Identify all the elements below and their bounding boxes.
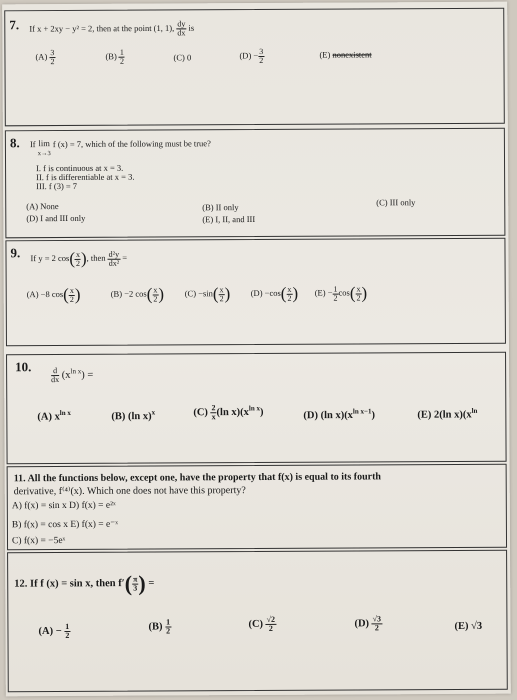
question-8-box <box>5 128 506 239</box>
q9-b-arg-num: x <box>153 285 158 295</box>
q9-d-arg-num: x <box>287 284 292 294</box>
q10-c-num: 2 <box>211 403 216 413</box>
q7-d-label: (D) <box>239 50 252 61</box>
q12-c-num: √2 <box>266 614 276 624</box>
question-12-box <box>7 550 508 693</box>
q10-e-sup: ln <box>471 406 478 415</box>
q10-d-label: (D) <box>303 410 318 422</box>
q12-d-den: 2 <box>374 623 379 633</box>
q8-statement-1: I. f is continuous at x = 3. <box>36 162 124 174</box>
q10-d-sup: ln x−1 <box>352 407 372 416</box>
q9-a-expr: −8 cos <box>40 288 64 300</box>
q7-deriv-bot: dx <box>177 28 186 38</box>
q9-choice-c: (C) −sin( $\frac{x}{2}$ ) <box>184 284 231 304</box>
q7-b-num: 1 <box>119 47 124 57</box>
q12-choice-c <box>248 616 276 633</box>
q9-arg-den: 2 <box>75 258 81 268</box>
q12-choice-d <box>354 615 382 632</box>
question-11-box <box>7 464 507 551</box>
q7-choice-c <box>173 52 191 62</box>
q8-choice-b: (B) II only <box>202 202 239 213</box>
q12-c-label: (C) <box>248 618 264 630</box>
q9-b-arg-den: 2 <box>153 294 158 304</box>
q12-arg-den: 3 <box>133 583 138 593</box>
q8-lim-text: lim <box>38 138 50 149</box>
q11-line-1: 11. All the functions below, except one, have the property that f(x) is equal to its fourth <box>13 471 382 485</box>
q7-e-label: (E) <box>319 49 331 60</box>
q9-d-label: (D) <box>250 287 263 298</box>
q9-a-arg-num: x <box>69 285 74 295</box>
q9-e-coef-den: 2 <box>333 293 338 303</box>
q9-e-arg-den: 2 <box>356 292 361 302</box>
q8-lim-sub: x→3 <box>37 150 51 158</box>
q12-choice-e <box>454 621 482 632</box>
q10-choice-d <box>303 407 375 421</box>
q10-b-base: (ln x) <box>127 411 152 423</box>
q7-deriv-top: dy <box>177 19 186 29</box>
q10-b-sup: x <box>151 408 156 417</box>
q7-d-frac <box>258 48 264 65</box>
q10-c-base: (ln x)(x <box>216 406 249 419</box>
q7-d-num: 3 <box>259 46 264 56</box>
q11-row-3: C) f(x) = −5eˣ <box>11 536 66 547</box>
q9-stem: If y = 2 cos( $\frac{x}{2}$ ), then $\frac{\text{d²y}}{\text{dx²}}$ = <box>30 248 128 268</box>
q9-b-expr: −2 cos <box>124 288 147 299</box>
question-7-box <box>4 8 505 127</box>
q8-choice-a: (A) None <box>26 201 59 212</box>
q10-number: 10. <box>15 359 32 375</box>
q10-choice-c <box>193 404 263 421</box>
q12-e-label: (E) <box>454 620 469 632</box>
q12-b-num: 1 <box>166 617 171 627</box>
q7-c-label: (C) <box>173 52 185 63</box>
q10-d-bot: dx <box>51 375 60 385</box>
q9-arg-num: x <box>75 249 80 259</box>
q7-a-frac <box>49 49 55 66</box>
q10-d-dx <box>51 367 59 384</box>
q12-c-den: 2 <box>268 623 273 633</box>
q9-number: 9. <box>10 245 21 261</box>
q12-number: 12. <box>14 578 28 590</box>
q7-e-value: nonexistent <box>332 49 372 60</box>
q12-a-den: 2 <box>65 630 70 641</box>
q7-choice-a <box>35 49 55 66</box>
q12-arg-num: π <box>132 574 138 584</box>
q9-a-arg-den: 2 <box>69 294 74 304</box>
q10-a-base: x <box>54 411 60 423</box>
q10-b-label: (B) <box>111 411 126 423</box>
q9-c-arg-num: x <box>219 284 224 294</box>
q9-d-expr: −cos <box>264 287 281 298</box>
q7-a-den: 2 <box>50 57 55 67</box>
q10-e-base: 2(ln x)(x <box>433 409 472 421</box>
q9-e-coef-num: 1 <box>333 284 338 294</box>
q7-stem <box>29 20 194 38</box>
q7-choice-d <box>239 48 264 65</box>
q10-c-label: (C) <box>193 407 208 419</box>
q7-number: 7. <box>9 17 20 33</box>
q9-second-derivative <box>108 250 120 267</box>
q12-c-frac <box>266 616 276 633</box>
q8-choice-e: (E) I, II, and III <box>202 214 256 225</box>
q9-c-arg-den: 2 <box>219 293 224 303</box>
q7-derivative <box>176 20 186 37</box>
q12-a-label: (A) <box>38 625 54 638</box>
q9-e-sign: − <box>327 287 333 298</box>
q9-stem-text: If y = 2 cos <box>30 252 70 264</box>
q9-choice-d: (D) −cos( $\frac{x}{2}$ ) <box>250 283 299 303</box>
q10-e-label: (E) <box>417 409 432 421</box>
q9-stem-then: , then <box>86 252 106 263</box>
q7-a-num: 3 <box>50 48 55 58</box>
q10-c-sup: ln x <box>248 404 261 413</box>
q9-c-label: (C) <box>184 288 197 299</box>
q7-b-den: 2 <box>119 56 124 66</box>
q9-b-label: (B) <box>110 288 123 299</box>
q10-c-den: x <box>211 412 216 422</box>
q12-e-value: √3 <box>471 620 483 632</box>
q8-stem-if: If <box>29 139 36 150</box>
q8-stem <box>30 138 211 158</box>
q12-d-frac <box>372 615 382 632</box>
question-10-box <box>6 352 507 465</box>
q10-d-base: (ln x)(x <box>320 409 353 422</box>
q10-stem <box>51 367 93 384</box>
q11-row-2: B) f(x) = cos x E) f(x) = e⁻ˣ <box>11 519 119 531</box>
q8-limit <box>38 139 51 158</box>
q7-stem-end: is <box>188 22 195 33</box>
q12-stem-eq: = <box>148 577 155 589</box>
q10-a-label: (A) <box>37 411 52 423</box>
q9-choice-e: (E) − $\frac{1}{2}$ cos( $\frac{x}{2}$ ) <box>314 283 368 303</box>
q9-a-label: (A) <box>26 289 39 300</box>
q12-d-num: √3 <box>372 614 382 624</box>
q10-choice-a <box>37 409 71 423</box>
q11-row-1: A) f(x) = sin x D) f(x) = e²ˣ <box>11 500 116 512</box>
q9-e-cos: cos <box>338 287 350 298</box>
q12-b-den: 2 <box>166 626 171 636</box>
q11-line-2: derivative, f⁽⁴⁾(x). Which one does not have this property? <box>13 485 246 498</box>
q10-a-sup: ln x <box>59 408 71 418</box>
q12-stem-text: If f (x) = sin x, then f′ <box>29 578 125 590</box>
q10-choice-e <box>417 407 477 421</box>
q9-choice-a: (A) −8 cos( $\frac{x}{2}$ ) <box>26 284 81 305</box>
q12-a-frac <box>64 623 70 640</box>
q12-d-label: (D) <box>354 618 370 630</box>
q7-stem-text: If x + 2xy − y² = 2, then at the point (1, 1), <box>29 22 175 34</box>
q7-b-frac <box>119 49 125 66</box>
q12-stem: 12. If f (x) = sin x, then f′( $\frac{\pi}{3}$ ) = <box>14 570 155 596</box>
worksheet-page <box>2 2 511 697</box>
q8-number: 8. <box>9 135 20 151</box>
q8-choice-c: (C) III only <box>376 197 416 208</box>
question-9-box <box>5 238 506 347</box>
q10-d-top: d <box>51 367 59 376</box>
q9-e-label: (E) <box>314 287 326 298</box>
q7-d-den: 2 <box>259 55 264 65</box>
q9-choice-b: (B) −2 cos( $\frac{x}{2}$ ) <box>110 284 165 304</box>
q9-c-expr: −sin <box>198 288 213 299</box>
q7-choice-b <box>105 49 125 66</box>
q8-statement-2: II. f is differentiable at x = 3. <box>36 171 135 183</box>
q7-d-sign: − <box>253 50 259 61</box>
q8-stem-text: f (x) = 7, which of the following must be true? <box>52 138 211 150</box>
q10-choice-b <box>111 409 155 423</box>
q7-b-label: (B) <box>105 51 117 62</box>
q12-choice-b <box>148 618 171 635</box>
q10-expr-end: ) = <box>81 369 94 381</box>
q9-d2-top: d²y <box>108 249 120 259</box>
q9-d2-bot: dx² <box>108 258 120 268</box>
q12-a-sign: − <box>55 625 62 637</box>
q8-choice-d: (D) I and III only <box>26 212 86 224</box>
q9-e-arg-num: x <box>356 283 361 293</box>
q7-choice-e <box>319 49 371 59</box>
q12-a-num: 1 <box>65 621 70 632</box>
q7-c-value: 0 <box>186 52 192 63</box>
q10-expr: (x <box>61 369 71 381</box>
q12-choice-a <box>38 623 70 640</box>
q9-d-arg-den: 2 <box>287 293 292 303</box>
q10-c-rest: ) <box>259 406 264 418</box>
q12-b-label: (B) <box>148 621 163 633</box>
q8-statement-3: III. f (3) = 7 <box>36 180 78 192</box>
q9-stem-eq: = <box>122 252 128 263</box>
q10-expr-sup: ln x <box>70 367 82 376</box>
q7-a-label: (A) <box>35 51 48 62</box>
q10-d-rest: ) <box>371 409 376 421</box>
q12-b-frac <box>165 618 171 635</box>
